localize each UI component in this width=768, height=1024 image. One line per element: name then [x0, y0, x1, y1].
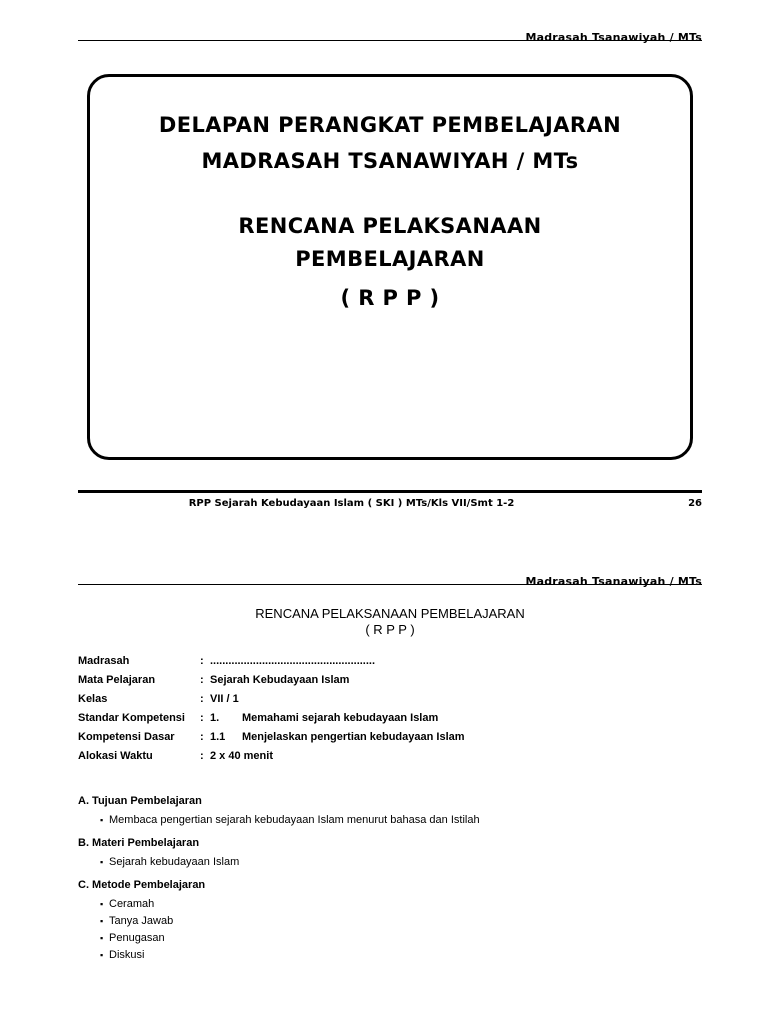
identity-colon: :: [200, 674, 204, 686]
list-item: [100, 949, 205, 966]
bullet-icon: ▪: [100, 899, 104, 909]
identity-number: 1.1: [210, 731, 226, 743]
identity-label: Kompetensi Dasar: [78, 731, 175, 743]
identity-colon: :: [200, 750, 204, 762]
identity-value: ......................................................: [210, 655, 376, 667]
footer-text: RPP Sejarah Kebudayaan Islam ( SKI ) MTs/Kls VII/Smt 1-2: [188, 498, 515, 509]
section-tujuan: [78, 795, 480, 831]
bullet-icon: ▪: [100, 916, 104, 926]
section-heading: A. Tujuan Pembelajaran: [78, 795, 202, 807]
bullet-icon: ▪: [100, 950, 104, 960]
bullet-list: [78, 898, 205, 966]
list-item-text: Diskusi: [109, 949, 145, 961]
identity-label: Mata Pelajaran: [78, 674, 156, 686]
list-item: [100, 915, 205, 932]
identity-colon: :: [200, 731, 204, 743]
cover-title-line4: PEMBELAJARAN: [295, 247, 485, 271]
list-item-text: Tanya Jawab: [109, 915, 174, 927]
list-item-text: Penugasan: [109, 932, 165, 944]
identity-value: VII / 1: [210, 693, 239, 705]
cover-title-line5: ( R P P ): [340, 286, 440, 310]
bullet-list: [78, 814, 480, 831]
cover-box: [87, 74, 693, 460]
identity-label: Standar Kompetensi: [78, 712, 185, 724]
bullet-icon: ▪: [100, 933, 104, 943]
bullet-list: [78, 856, 239, 873]
identity-number: 1.: [210, 712, 220, 724]
header-text: Madrasah Tsanawiyah / MTs: [525, 31, 702, 44]
list-item: [100, 814, 480, 831]
section-metode: [78, 879, 205, 966]
identity-label: Alokasi Waktu: [78, 750, 153, 762]
section-heading: C. Metode Pembelajaran: [78, 879, 206, 891]
cover-title-line3: RENCANA PELAKSANAAN: [238, 214, 542, 238]
bullet-icon: ▪: [100, 857, 104, 867]
document-subtitle: ( R P P ): [365, 622, 415, 637]
identity-colon: :: [200, 655, 204, 667]
page-number: 26: [688, 498, 702, 509]
identity-label: Kelas: [78, 693, 108, 705]
section-materi: [78, 837, 239, 873]
list-item-text: Membaca pengertian sejarah kebudayaan Islam menurut bahasa dan Istilah: [109, 814, 480, 826]
section-heading: B. Materi Pembelajaran: [78, 837, 200, 849]
list-item-text: Ceramah: [109, 898, 155, 910]
cover-title-line2: MADRASAH TSANAWIYAH / MTs: [201, 149, 579, 173]
document-title: RENCANA PELAKSANAAN PEMBELAJARAN: [255, 606, 525, 621]
identity-label: Madrasah: [78, 655, 130, 667]
list-item-text: Sejarah kebudayaan Islam: [109, 856, 240, 868]
header-text: Madrasah Tsanawiyah / MTs: [525, 575, 702, 588]
identity-colon: :: [200, 693, 204, 705]
list-item: [100, 898, 205, 915]
identity-value: Memahami sejarah kebudayaan Islam: [242, 712, 439, 724]
bullet-icon: ▪: [100, 815, 104, 825]
cover-title-line1: DELAPAN PERANGKAT PEMBELAJARAN: [158, 113, 622, 137]
list-item: [100, 932, 205, 949]
list-item: [100, 856, 239, 873]
footer-rule: [78, 490, 702, 493]
identity-colon: :: [200, 712, 204, 724]
identity-value: 2 x 40 menit: [210, 750, 273, 762]
identity-value: Menjelaskan pengertian kebudayaan Islam: [242, 731, 465, 743]
identity-value: Sejarah Kebudayaan Islam: [210, 674, 350, 686]
